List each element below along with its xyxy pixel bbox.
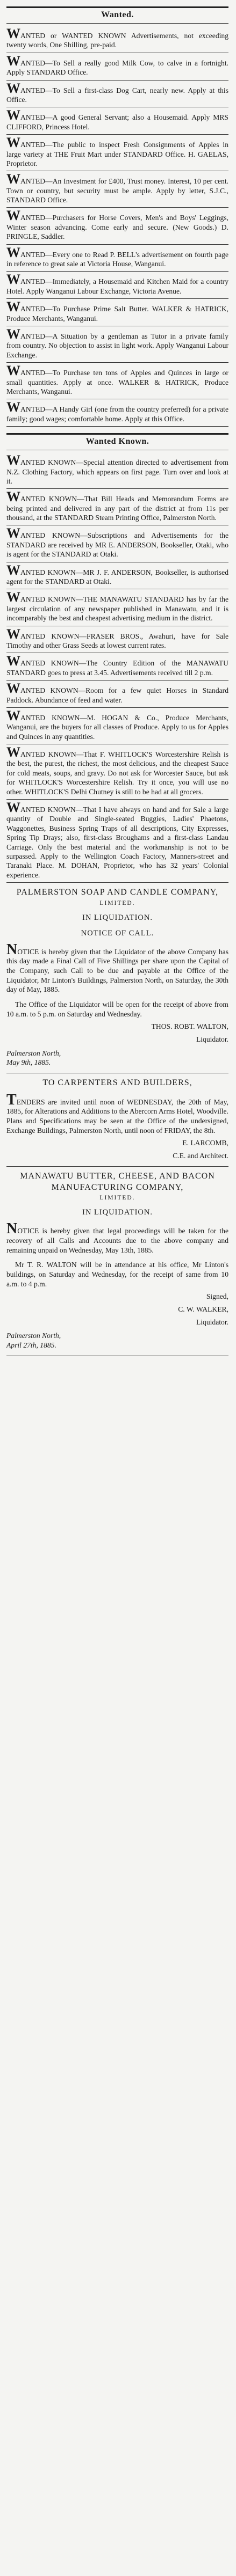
classified-ad: [6, 589, 228, 626]
ad-text: WANTED—To Purchase ten tons of Apples and Quinces in large or small quantities. Apply at once. WALKER & HATRICK, Produce Merchants, Wanganui.: [6, 363, 228, 396]
notice-date: May 9th, 1885.: [6, 1058, 51, 1067]
classified-ad: [6, 653, 228, 680]
notice-signed-label: Signed,: [206, 1292, 228, 1301]
classified-ad: [6, 80, 228, 108]
ad-text: WANTED—To Purchase Prime Salt Butter. WALKER & HATRICK, Produce Merchants, Wanganui.: [6, 299, 228, 323]
ad-text: WANTED KNOWN—Room for a few quiet Horses in Standard Paddock. Abundance of feed and water.: [6, 680, 228, 704]
classified-ad: [6, 53, 228, 80]
ad-text: WANTED—An Investment for £400, Trust money. Interest, 10 per cent. Town or country, but security must be ample. Apply by letter, S.J.C., STANDARD Office.: [6, 171, 228, 204]
ad-text: WANTED KNOWN—MR J. F. ANDERSON, Bookseller, is authorised agent for the STANDARD at Otaki.: [6, 562, 228, 586]
carpenters-tender-notice: [6, 1073, 228, 1167]
notice-title: MANAWATU BUTTER, CHEESE, AND BACON MANUFACTURING COMPANY,: [20, 1171, 215, 1192]
classified-ad: [6, 208, 228, 244]
classified-ad: [6, 299, 228, 326]
ad-text: WANTED KNOWN—Subscriptions and Advertisements for the STANDARD are received by MR E. ANDERSON, Bookseller, Otaki, who is agent for the STANDARD at Otaki.: [6, 525, 228, 559]
classified-ad: [6, 107, 228, 135]
classified-ad: [6, 171, 228, 208]
ad-text: WANTED—To Sell a first-class Dog Cart, nearly new. Apply at this Office.: [6, 80, 228, 104]
notice-paragraph: NOTICE is hereby given that legal proceedings will be taken for the recovery of all Calls and Accounts due to the above company and remaining unpaid on Wednesday, May 13th, 1885.: [6, 1220, 228, 1254]
classified-ad: [6, 562, 228, 590]
wanted-ads-list: [6, 26, 228, 427]
notice-limited: LIMITED.: [99, 1195, 135, 1202]
notice-place: Palmerston North,: [6, 1049, 61, 1057]
wanted-known-heading: Wanted Known.: [85, 437, 149, 447]
top-rule: [6, 6, 228, 8]
ad-text: WANTED KNOWN—FRASER BROS., Awahuri, have for Sale Timothy and other Grass Seeds at lowest current rates.: [6, 626, 228, 649]
wanted-known-ads-list: [6, 452, 228, 883]
ad-text: WANTED KNOWN—M. HOGAN & Co., Produce Merchants, Wanganui, are the buyers for all classes of Produce. Apply to us for Apples and Quinces in any quantities.: [6, 707, 228, 741]
notice-paragraph: Mr T. R. WALTON will be in attendance at his office, Mr Linton's buildings, on Saturday and Wednesday, for the receipt of same from 10 a.m. to 4 p.m.: [6, 1261, 228, 1288]
notice-signature-role: C.E. and Architect.: [173, 1152, 228, 1160]
section-rule: [6, 433, 228, 435]
notice-signature-name: E. LARCOMB,: [182, 1139, 228, 1147]
notice-paragraph: NOTICE is hereby given that the Liquidator of the above Company has this day made a Final Call of Five Shillings per share upon the Capital of the Company, such Call to be due and payable at the Office of the Liquidator, Mr Linton's Buildings, Palmerston North, on Saturday, the 30th day of May, 1885.: [6, 941, 228, 994]
ad-text: WANTED—A Situation by a gentleman as Tutor in a private family from country. No objection to assist in light work. Apply Wanganui Labour Exchange.: [6, 326, 228, 359]
classified-ad: [6, 708, 228, 744]
classified-ad: [6, 272, 228, 299]
section-rule: [6, 23, 228, 24]
ad-text: WANTED KNOWN—That F. WHITLOCK'S Worcestershire Relish is the best, the purest, the richest, the most delicious, and the cheapest Sauce for cold meats, soups, and gravy. Do not ask for Worcester Sauce, but ask for WHITLOCK'S Worcestershire Relish. Try it once, you will use no other. WHITLOCK'S Delhi Chutney is still to be had at all grocers.: [6, 744, 228, 796]
classified-ad: [6, 452, 228, 489]
classified-ad: [6, 26, 228, 53]
notice-paragraph: TENDERS are invited until noon of WEDNESDAY, the 20th of May, 1885, for Alterations and Additions to the Abercorn Arms Hotel, Woodville. Plans and Specifications may be seen at the Office of the undersigned, Exchange Buildings, Palmerston North, until noon of FRIDAY, the 8th.: [6, 1091, 228, 1135]
classified-ad: [6, 245, 228, 272]
notice-signature-name: C. W. WALKER,: [178, 1305, 228, 1313]
notice-status: IN LIQUIDATION.: [82, 1208, 153, 1217]
notice-signature-name: THOS. ROBT. WALTON,: [151, 1022, 228, 1031]
notice-status: IN LIQUIDATION.: [82, 913, 153, 922]
classified-ad: [6, 326, 228, 363]
ad-text: WANTED—A good General Servant; also a Housemaid. Apply MRS CLIFFORD, Princess Hotel.: [6, 107, 228, 131]
wanted-heading: Wanted.: [101, 10, 134, 19]
ad-text: WANTED KNOWN—The Country Edition of the MANAWATU STANDARD goes to press at 3.45. Advertisements received till 2 p.m.: [6, 653, 228, 677]
ad-text: WANTED—To Sell a really good Milk Cow, to calve in a fortnight. Apply STANDARD Office.: [6, 53, 228, 77]
notice-signature-role: Liquidator.: [196, 1318, 228, 1326]
ad-text: WANTED KNOWN—That Bill Heads and Memorandum Forms are being printed and delivered in any part of the district at from 11s per thousand, at the STANDARD Steam Printing Office, Palmerston North.: [6, 489, 228, 522]
soap-company-notice: [6, 883, 228, 1073]
ad-text: WANTED—Purchasers for Horse Covers, Men's and Boys' Leggings, Winter season advancing. Come early and secure. (New Goods.) D. PRINGLE, Saddler.: [6, 208, 228, 241]
notice-date: April 27th, 1885.: [6, 1341, 56, 1349]
ad-text: WANTED KNOWN—That I have always on hand and for Sale a large quantity of Double and Single-seated Buggies, Ladies' Phaetons, Waggonettes, Business Spring Traps of all descriptions, City Expresses, Spring Tip Drays; also, first-class Broughams and a first-class Landau Carriage. Only the best material and the workmanship is not to be surpassed. Apply to the Wellington Coach Factory, Manners-street and Taranaki Place. M. DOHAN, Proprietor, who has 32 years' Colonial experience.: [6, 800, 228, 879]
ad-text: WANTED or WANTED KNOWN Advertisements, not exceeding twenty words, One Shilling, pre-paid.: [6, 26, 228, 49]
notice-place: Palmerston North,: [6, 1331, 61, 1340]
ad-text: WANTED KNOWN—THE MANAWATU STANDARD has by far the largest circulation of any newspaper published in Manawatu, and it is incomparably the best and cheapest advertising medium in the district.: [6, 589, 228, 623]
ad-text: WANTED KNOWN—Special attention directed to advertisement from N.Z. Clothing Factory, which appears on first page. Turn over and look at it.: [6, 452, 228, 485]
classified-ad: [6, 800, 228, 883]
ad-text: WANTED—Every one to Read P. BELL's advertisement on fourth page in reference to great sale at Victoria House, Wanganui.: [6, 244, 228, 268]
classified-ad: [6, 363, 228, 399]
classified-ad: [6, 399, 228, 427]
classified-ad: [6, 744, 228, 800]
classified-ad: [6, 135, 228, 171]
notice-title: TO CARPENTERS AND BUILDERS,: [42, 1078, 192, 1087]
notice-limited: LIMITED.: [99, 899, 135, 906]
classified-ad: [6, 680, 228, 708]
notice-signature-role: Liquidator.: [196, 1035, 228, 1043]
ad-text: WANTED—A Handy Girl (one from the country preferred) for a private family; good wages; comfortable home. Apply at this Office.: [6, 399, 228, 423]
notice-paragraph: The Office of the Liquidator will be open for the receipt of above from 10 a.m. to 5 p.m. on Saturday and Wednesday.: [6, 1000, 228, 1018]
classified-ad: [6, 626, 228, 654]
classified-ad: [6, 525, 228, 562]
notice-subtitle: NOTICE OF CALL.: [81, 928, 154, 938]
notice-title: PALMERSTON SOAP AND CANDLE COMPANY,: [16, 888, 219, 897]
butter-company-notice: [6, 1167, 228, 1356]
ad-text: WANTED—Immediately, a Housemaid and Kitchen Maid for a country Hotel. Apply Wanganui Labour Exchange, Victoria Avenue.: [6, 272, 228, 295]
classified-ad: [6, 489, 228, 525]
ad-text: WANTED—The public to inspect Fresh Consignments of Apples in large variety at THE Fruit Mart under STANDARD Office. H. GAELAS, Proprietor.: [6, 135, 228, 167]
